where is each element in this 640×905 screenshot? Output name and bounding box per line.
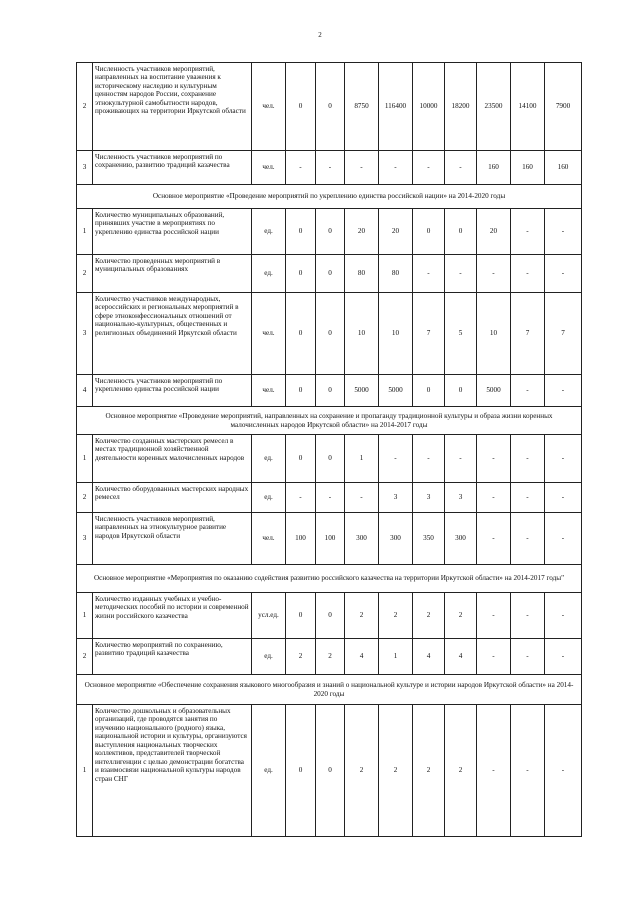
value-cell: 0 [316,375,345,407]
value-cell: - [511,209,545,255]
indicator-row [77,639,582,675]
value-cell: 7 [511,293,545,375]
value-cell: - [477,705,511,837]
unit-cell: чел. [252,63,286,151]
row-number: 1 [77,593,93,639]
value-cell: 350 [413,513,445,565]
value-cell: 0 [413,375,445,407]
value-cell: 5000 [379,375,413,407]
indicator-row [77,151,582,185]
unit-cell: чел. [252,151,286,185]
unit-cell: ед. [252,255,286,293]
indicator-row [77,375,582,407]
value-cell: 2 [413,705,445,837]
value-cell: 100 [316,513,345,565]
value-cell: - [511,639,545,675]
section-title: Основное мероприятие «Мероприятия по оказанию содействия развитию российского казачества на территории Иркутской области» на 2014-2017 годы" [77,565,582,593]
value-cell: 0 [445,209,477,255]
value-cell: 7 [413,293,445,375]
value-cell: 0 [413,209,445,255]
value-cell: - [545,255,582,293]
value-cell: - [545,375,582,407]
value-cell: 23500 [477,63,511,151]
indicator-row [77,255,582,293]
value-cell: - [545,209,582,255]
section-header-row [77,185,582,209]
row-number: 3 [77,513,93,565]
indicator-description: Количество участников международных, всероссийских и региональных мероприятий в сфере этноконфессиональных отношений от национально-культурных, общественных и религиозных объединений Иркутской области [93,293,252,375]
value-cell: 10000 [413,63,445,151]
value-cell: 5000 [477,375,511,407]
row-number: 2 [77,255,93,293]
value-cell: 18200 [445,63,477,151]
value-cell: 14100 [511,63,545,151]
indicator-description: Количество оборудованных мастерских народных ремесел [93,483,252,513]
indicator-row [77,293,582,375]
value-cell: - [477,483,511,513]
value-cell: 5 [445,293,477,375]
value-cell: 160 [477,151,511,185]
value-cell: - [379,435,413,483]
row-number: 3 [77,151,93,185]
value-cell: 4 [345,639,379,675]
value-cell: 10 [477,293,511,375]
indicator-description: Количество дошкольных и образовательных организаций, где проводятся занятия по изучению национального (родного) языка, национальной истории и культуры, организуются выступления национальных творческих коллективов, представителей творческой интеллигенции с целью демонстрации богатства и взаимосвязи национальной культуры народов стран СНГ [93,705,252,837]
value-cell: 7 [545,293,582,375]
row-number: 1 [77,435,93,483]
value-cell: - [345,483,379,513]
unit-cell: ед. [252,639,286,675]
value-cell: 0 [286,435,316,483]
section-title: Основное мероприятие «Проведение мероприятий по укреплению единства российской нации» на 2014-2020 годы [77,185,582,209]
value-cell: - [286,483,316,513]
value-cell: - [286,151,316,185]
value-cell: - [511,255,545,293]
value-cell: 0 [286,375,316,407]
value-cell: - [545,639,582,675]
row-number: 3 [77,293,93,375]
unit-cell: ед. [252,435,286,483]
value-cell: - [511,435,545,483]
value-cell: - [413,151,445,185]
value-cell: 10 [379,293,413,375]
value-cell: - [545,435,582,483]
unit-cell: ед. [252,209,286,255]
value-cell: 0 [286,63,316,151]
value-cell: 2 [413,593,445,639]
value-cell: 1 [345,435,379,483]
value-cell: - [511,483,545,513]
value-cell: - [511,513,545,565]
indicator-description: Количество изданных учебных и учебно-методических пособий по истории и современной жизни российского казачества [93,593,252,639]
value-cell: - [445,255,477,293]
value-cell: - [477,255,511,293]
indicator-description: Количество проведенных мероприятий в муниципальных образованиях [93,255,252,293]
row-number: 1 [77,705,93,837]
unit-cell: ед. [252,705,286,837]
value-cell: 300 [345,513,379,565]
unit-cell: ед. [252,483,286,513]
unit-cell: чел. [252,375,286,407]
indicator-row [77,435,582,483]
value-cell: - [316,151,345,185]
unit-cell: чел. [252,513,286,565]
value-cell: 0 [445,375,477,407]
value-cell: 0 [316,705,345,837]
value-cell: - [477,593,511,639]
value-cell: - [511,705,545,837]
value-cell: 5000 [345,375,379,407]
value-cell: 4 [413,639,445,675]
indicator-row [77,705,582,837]
indicator-row [77,593,582,639]
value-cell: 0 [316,593,345,639]
value-cell: - [545,705,582,837]
section-header-row [77,565,582,593]
row-number: 2 [77,63,93,151]
value-cell: 300 [379,513,413,565]
value-cell: - [316,483,345,513]
value-cell: 2 [286,639,316,675]
value-cell: 0 [316,63,345,151]
value-cell: 1 [379,639,413,675]
value-cell: 0 [286,209,316,255]
value-cell: 2 [345,593,379,639]
value-cell: 2 [345,705,379,837]
value-cell: - [445,151,477,185]
indicator-description: Количество мероприятий по сохранению, развитию традиций казачества [93,639,252,675]
value-cell: 20 [477,209,511,255]
section-header-row [77,407,582,435]
value-cell: 10 [345,293,379,375]
value-cell: 80 [379,255,413,293]
value-cell: - [345,151,379,185]
value-cell: 80 [345,255,379,293]
value-cell: - [545,483,582,513]
unit-cell: усл.ед. [252,593,286,639]
value-cell: 2 [379,593,413,639]
indicator-description: Количество созданных мастерских ремесел в местах традиционной хозяйственной деятельности коренных малочисленных народов [93,435,252,483]
value-cell: 300 [445,513,477,565]
indicators-table [76,62,582,837]
value-cell: 2 [445,593,477,639]
value-cell: 0 [286,293,316,375]
indicator-row [77,483,582,513]
value-cell: - [545,513,582,565]
page-number: 2 [318,31,322,39]
section-header-row [77,675,582,705]
value-cell: - [379,151,413,185]
row-number: 2 [77,639,93,675]
indicator-description: Количество муниципальных образований, принявших участие в мероприятиях по укреплению единства российской нации [93,209,252,255]
value-cell: 0 [316,209,345,255]
value-cell: 0 [316,255,345,293]
row-number: 1 [77,209,93,255]
indicator-row [77,63,582,151]
unit-cell: чел. [252,293,286,375]
value-cell: 3 [379,483,413,513]
value-cell: - [477,639,511,675]
value-cell: 0 [316,435,345,483]
value-cell: 160 [511,151,545,185]
section-title: Основное мероприятие «Обеспечение сохранения языкового многообразия и знаний о национальной культуре и истории народов Иркутской области» на 2014-2020 годы [77,675,582,705]
value-cell: 160 [545,151,582,185]
value-cell: - [445,435,477,483]
indicator-description: Численность участников мероприятий, направленных на этнокультурное развитие народов Иркутской области [93,513,252,565]
value-cell: 7900 [545,63,582,151]
value-cell: 20 [379,209,413,255]
value-cell: 3 [413,483,445,513]
value-cell: 0 [286,593,316,639]
indicator-row [77,209,582,255]
value-cell: 0 [286,705,316,837]
value-cell: - [413,435,445,483]
indicator-description: Численность участников мероприятий по укреплению единства российской нации [93,375,252,407]
value-cell: 116400 [379,63,413,151]
value-cell: 4 [445,639,477,675]
indicator-description: Численность участников мероприятий по сохранению, развитию традиций казачества [93,151,252,185]
value-cell: - [511,593,545,639]
indicator-description: Численность участников мероприятий, направленных на воспитание уважения к историческому наследию и культурным ценностям народов России, сохранение этнокультурной самобытности народов, проживающих на территории Иркутской области [93,63,252,151]
value-cell: - [413,255,445,293]
value-cell: 20 [345,209,379,255]
indicator-row [77,513,582,565]
value-cell: 2 [316,639,345,675]
value-cell: 2 [379,705,413,837]
section-title: Основное мероприятие «Проведение мероприятий, направленных на сохранение и пропаганду традиционной культуры и образа жизни коренных малочисленных народов Иркутской области» на 2014-2017 годы [77,407,582,435]
value-cell: 3 [445,483,477,513]
value-cell: 100 [286,513,316,565]
value-cell: - [477,435,511,483]
value-cell: 0 [286,255,316,293]
value-cell: - [477,513,511,565]
value-cell: 2 [445,705,477,837]
value-cell: - [511,375,545,407]
row-number: 2 [77,483,93,513]
value-cell: - [545,593,582,639]
value-cell: 0 [316,293,345,375]
row-number: 4 [77,375,93,407]
value-cell: 8750 [345,63,379,151]
